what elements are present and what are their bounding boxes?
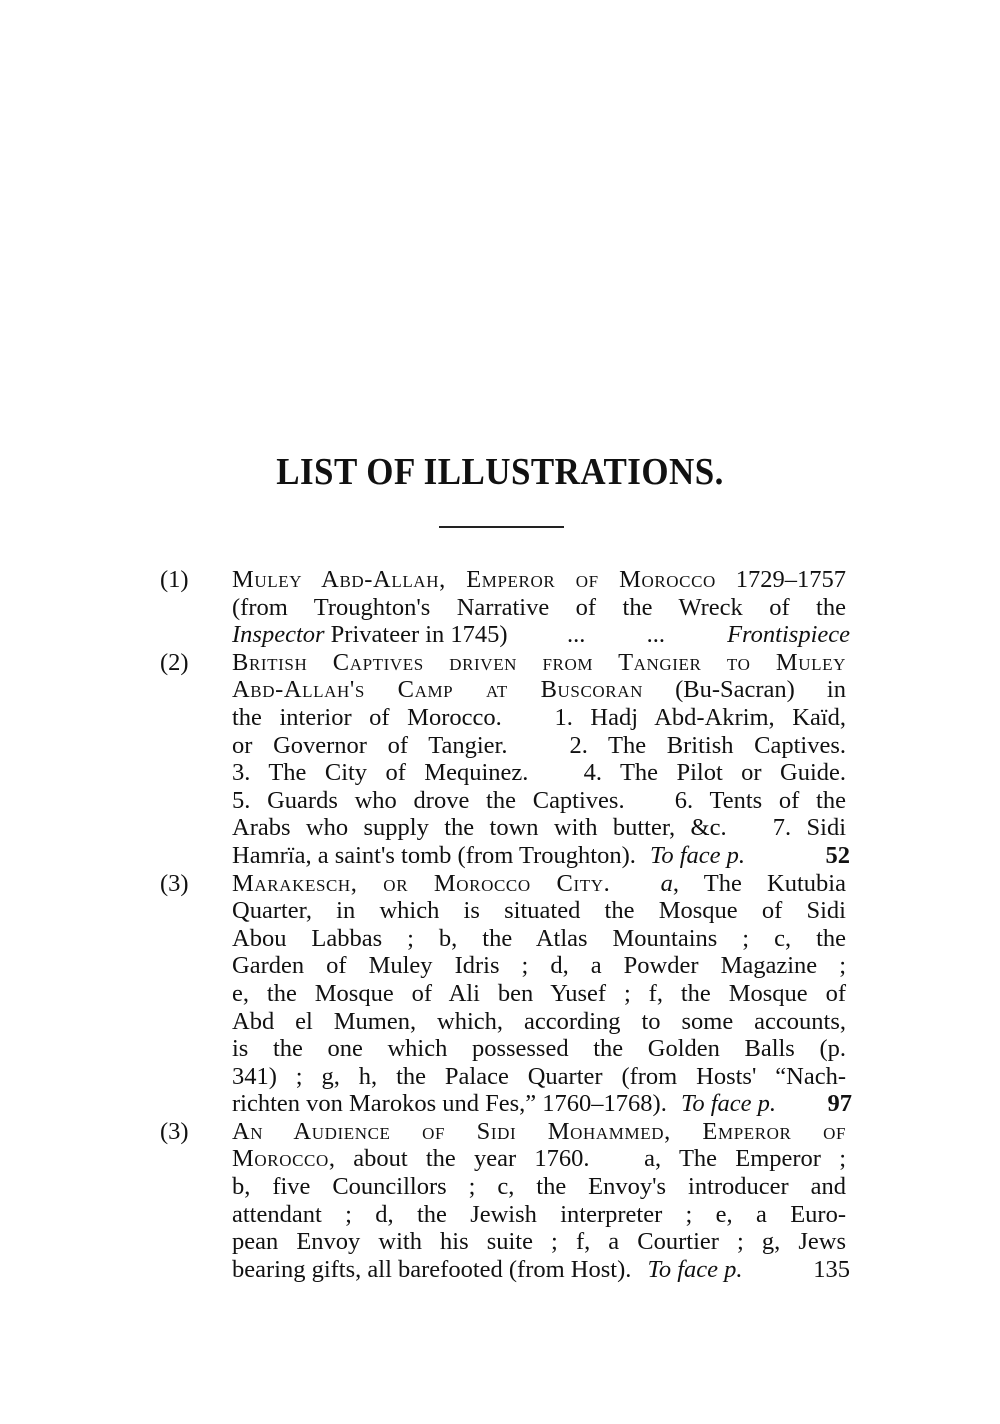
- to-face-label: To face p.: [650, 841, 746, 869]
- item-text: attendant ; d, the Jewish interpreter ; e, a Euro-: [232, 1200, 846, 1228]
- list-item: [160, 869, 852, 1118]
- item-text: Inspector Privateer in 1745) ... ... Frontispiece: [232, 621, 850, 649]
- item-number: (3): [160, 1117, 189, 1145]
- item-heading: British Captives driven from Tangier to Muley: [232, 648, 846, 676]
- page-reference: Frontispiece: [727, 621, 850, 649]
- item-number: (2): [160, 648, 189, 676]
- item-text: bearing gifts, all barefooted (from Host). To face p. 135: [232, 1255, 850, 1283]
- item-text: Arabs who supply the town with butter, &c. 7. Sidi: [232, 814, 846, 842]
- item-text: Abd-Allah's Camp at Buscoran (Bu-Sacran) in: [232, 676, 846, 704]
- item-text: 5. Guards who drove the Captives. 6. Tents of the: [232, 786, 846, 814]
- item-text: Abou Labbas ; b, the Atlas Mountains ; c, the: [232, 924, 846, 952]
- item-text: or Governor of Tangier. 2. The British Captives.: [232, 731, 846, 759]
- item-text: Quarter, in which is situated the Mosque of Sidi: [232, 897, 846, 925]
- title-divider: [439, 526, 564, 528]
- illustrations-list: [160, 566, 852, 1283]
- page-number: 97: [827, 1090, 852, 1118]
- item-text: Morocco, about the year 1760. a, The Emperor ;: [232, 1145, 846, 1173]
- item-text: e, the Mosque of Ali ben Yusef ; f, the Mosque of: [232, 979, 846, 1007]
- item-text: Hamrïa, a saint's tomb (from Troughton). To face p. 52: [232, 841, 850, 869]
- list-item: [160, 648, 850, 870]
- item-text: 341) ; g, h, the Palace Quarter (from Hosts' “Nach-: [232, 1062, 846, 1090]
- item-number: (1): [160, 566, 189, 593]
- item-text: (from Troughton's Narrative of the Wreck of the: [232, 593, 846, 621]
- item-number: (3): [160, 869, 189, 897]
- item-text: pean Envoy with his suite ; f, a Courtier ; g, Jews: [232, 1228, 846, 1256]
- item-text: b, five Councillors ; c, the Envoy's introducer and: [232, 1173, 846, 1201]
- list-item: [160, 1117, 850, 1284]
- item-heading: Marakesch, or Morocco City. a, The Kutubia: [232, 869, 846, 897]
- item-text: richten von Marokos und Fes,” 1760–1768). To face p. 97: [232, 1090, 852, 1118]
- to-face-label: To face p.: [680, 1090, 777, 1118]
- page-number: 52: [825, 841, 850, 869]
- item-text: the interior of Morocco. 1. Hadj Abd-Akrim, Kaïd,: [232, 703, 846, 731]
- dot-leaders: ... ...: [567, 621, 665, 649]
- item-text: Abd el Mumen, which, according to some accounts,: [232, 1007, 846, 1035]
- to-face-label: To face p.: [647, 1255, 743, 1283]
- item-text: is the one which possessed the Golden Balls (p.: [232, 1035, 846, 1063]
- item-heading: An Audience of Sidi Mohammed, Emperor of: [232, 1117, 846, 1145]
- page-number: 135: [813, 1255, 850, 1283]
- item-text: 3. The City of Mequinez. 4. The Pilot or Guide.: [232, 759, 846, 787]
- page-title: LIST OF ILLUSTRATIONS.: [276, 451, 724, 493]
- list-item: [160, 566, 850, 649]
- item-heading: Muley Abd-Allah, Emperor of Morocco 1729–1757: [232, 566, 846, 593]
- item-text: Garden of Muley Idris ; d, a Powder Magazine ;: [232, 952, 846, 980]
